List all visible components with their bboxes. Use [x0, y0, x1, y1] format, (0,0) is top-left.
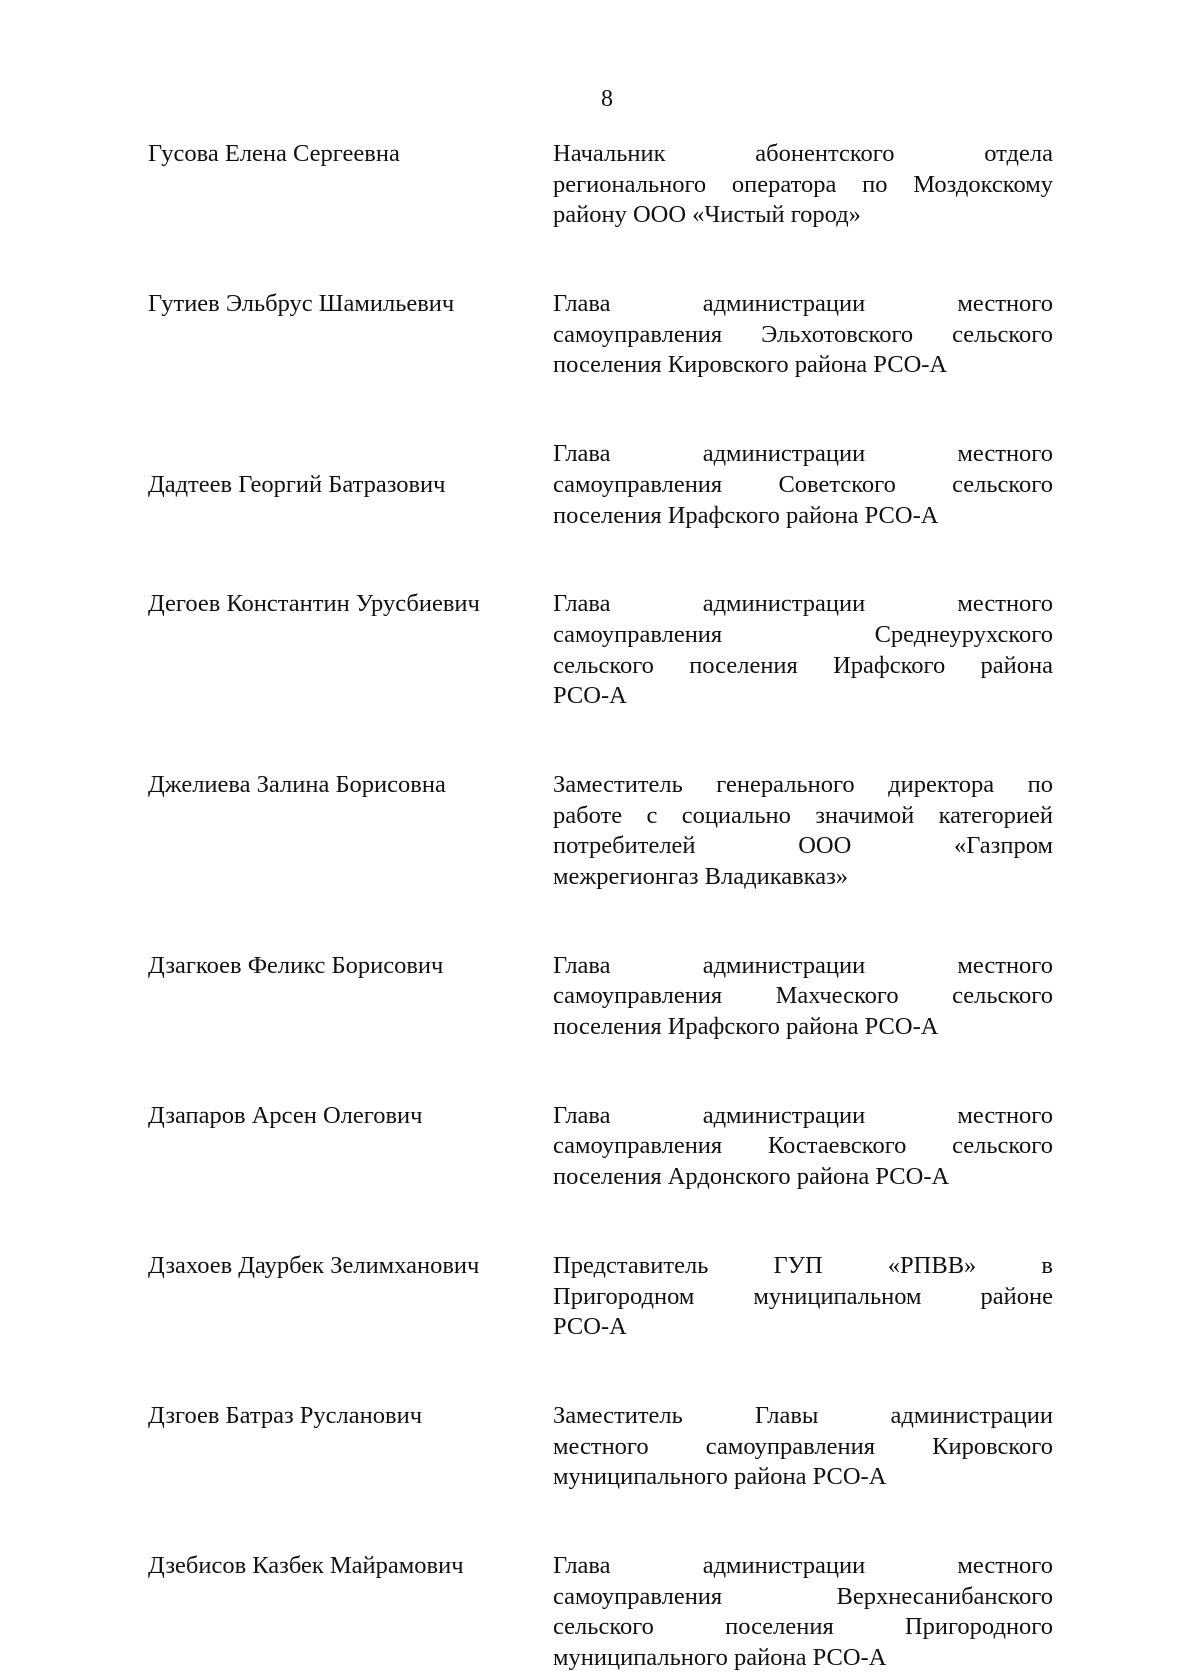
- position-line: Глава администрации местного: [553, 951, 1053, 979]
- position-line: потребителей ООО «Газпром: [553, 832, 1053, 860]
- members-list: [148, 139, 1053, 1674]
- member-position: [553, 770, 1053, 893]
- position-line: поселения Ирафского района РСО-А: [553, 1013, 939, 1041]
- position-line: межрегионгаз Владикавказ»: [553, 863, 849, 890]
- member-position: [553, 1551, 1053, 1674]
- member-position: [553, 139, 1053, 231]
- member-name: Дзебисов Казбек Майрамович: [148, 1551, 464, 1579]
- position-line: Глава администрации местного: [553, 290, 1053, 318]
- position-line: муниципального района РСО-А: [553, 1644, 887, 1671]
- position-line: РСО-А: [553, 682, 627, 710]
- member-name: Дзагкоев Феликс Борисович: [148, 951, 444, 979]
- position-line: Глава администрации местного: [553, 1101, 1053, 1129]
- member-position: [553, 589, 1053, 712]
- position-line: Представитель ГУП «РПВВ» в: [553, 1251, 1053, 1279]
- position-line: Глава администрации местного: [553, 440, 1053, 468]
- list-item: [148, 439, 1053, 531]
- list-item: [148, 289, 1053, 381]
- position-line: самоуправления Махческого сельского: [553, 982, 1053, 1010]
- member-position: [553, 1251, 1053, 1343]
- position-line: муниципального района РСО-А: [553, 1463, 887, 1491]
- position-line: местного самоуправления Кировского: [553, 1432, 1053, 1460]
- member-name: Джелиева Залина Борисовна: [148, 770, 446, 798]
- list-item: [148, 951, 1053, 1043]
- list-item: [148, 1251, 1053, 1343]
- member-name: Гутиев Эльбрус Шамильевич: [148, 290, 455, 318]
- position-line: самоуправления Костаевского сельского: [553, 1132, 1053, 1160]
- position-line: работе с социально значимой категорией: [553, 801, 1053, 829]
- position-line: району ООО «Чистый город»: [553, 201, 861, 229]
- member-position: [553, 951, 1053, 1043]
- position-line: регионального оператора по Моздокскому: [553, 170, 1053, 198]
- member-name: Дзахоев Даурбек Зелимханович: [148, 1251, 480, 1279]
- list-item: [148, 1551, 1053, 1674]
- member-name: Дзгоев Батраз Русланович: [148, 1401, 423, 1429]
- position-line: самоуправления Эльхотовского сельского: [553, 320, 1053, 348]
- position-line: сельского поселения Ирафского района: [553, 651, 1053, 679]
- position-line: самоуправления Советского сельского: [553, 470, 1053, 498]
- position-line: Глава администрации местного: [553, 1551, 1053, 1579]
- position-line: сельского поселения Пригородного: [553, 1613, 1053, 1641]
- position-line: самоуправления Верхнесанибанского: [553, 1582, 1053, 1610]
- list-item: [148, 1401, 1053, 1493]
- position-line: поселения Кировского района РСО-А: [553, 351, 948, 379]
- member-position: [553, 1101, 1053, 1193]
- member-position: [553, 439, 1053, 531]
- position-line: Начальник абонентского отдела: [553, 140, 1053, 167]
- member-name: Дегоев Константин Урусбиевич: [148, 590, 480, 618]
- member-name: Дзапаров Арсен Олегович: [148, 1101, 423, 1129]
- page-number: 8: [601, 86, 613, 112]
- list-item: [148, 1101, 1053, 1193]
- list-item: [148, 770, 1053, 893]
- position-line: РСО-А: [553, 1313, 627, 1341]
- member-name: Гусова Елена Сергеевна: [148, 140, 400, 167]
- member-position: [553, 289, 1053, 381]
- member-position: [553, 1401, 1053, 1493]
- position-line: Заместитель Главы администрации: [553, 1401, 1053, 1429]
- member-name: Дадтеев Георгий Батразович: [148, 470, 446, 498]
- position-line: самоуправления Среднеурухского: [553, 620, 1053, 648]
- position-line: Пригородном муниципальном районе: [553, 1282, 1053, 1310]
- list-item: [148, 139, 1053, 231]
- position-line: поселения Ардонского района РСО-А: [553, 1163, 950, 1191]
- position-line: Заместитель генерального директора по: [553, 770, 1053, 798]
- position-line: поселения Ирафского района РСО-А: [553, 501, 939, 529]
- list-item: [148, 589, 1053, 712]
- position-line: Глава администрации местного: [553, 590, 1053, 618]
